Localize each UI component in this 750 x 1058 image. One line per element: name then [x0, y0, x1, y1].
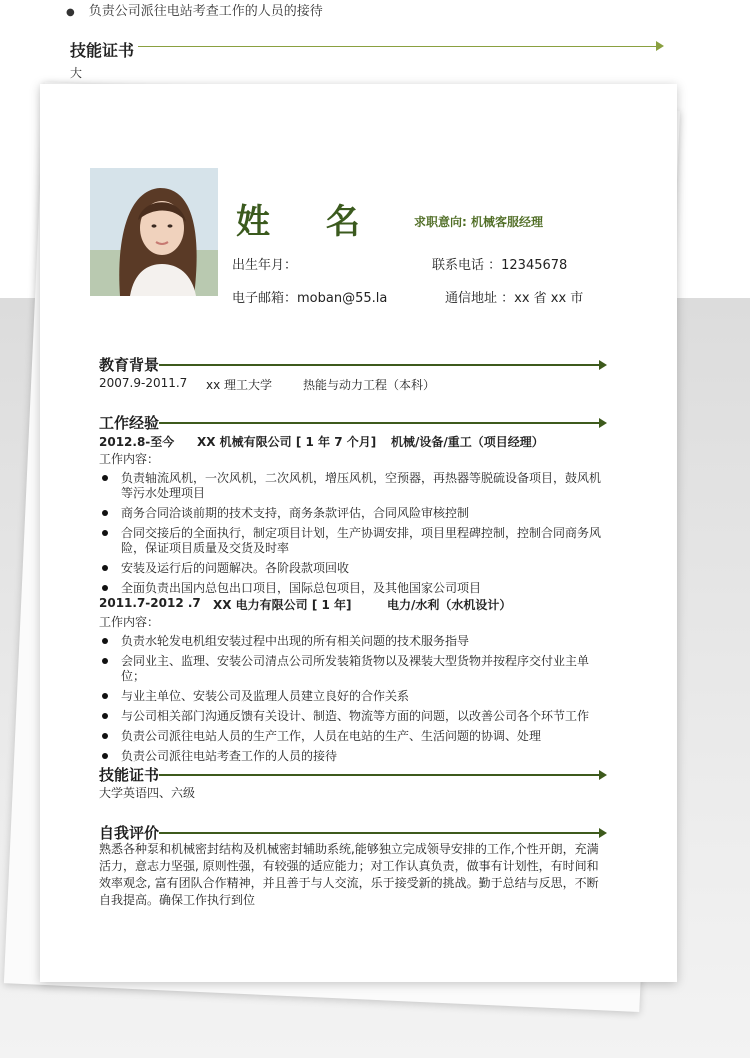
job-2-company: XX 电力有限公司 [ 1 年]	[213, 598, 352, 612]
mailing-address: 通信地址 ：xx 省 xx 市	[445, 291, 584, 306]
list-item: 会同业主、监理、安装公司清点公司所发装箱货物以及裸装大型货物并按程序交付业主单位；	[99, 654, 609, 684]
phone-number: 联系电话 ：12345678	[432, 258, 568, 273]
section-rule	[159, 832, 601, 834]
job-1-content-label: 工作内容：	[99, 452, 160, 466]
skills-title: 技能证书	[99, 766, 160, 784]
previous-page-fragment	[0, 0, 750, 90]
birth-date: 出生年月：	[232, 258, 298, 273]
candidate-name: 姓 名	[236, 202, 382, 242]
education-major: 热能与动力工程（本科）	[303, 378, 436, 392]
previous-page-section-title: 技能证书	[70, 41, 135, 60]
list-item: 负责公司派往电站考查工作的人员的接待	[99, 749, 609, 764]
education-school: xx 理工大学	[206, 378, 273, 392]
education-period: 2007.9-2011.7	[99, 376, 188, 390]
arrow-icon	[599, 360, 607, 370]
list-item: 全面负责出国内总包出口项目，国际总包项目，及其他国家公司项目	[99, 581, 609, 596]
section-skills	[99, 764, 611, 785]
job-1-company: XX 机械有限公司 [ 1 年 7 个月]	[197, 435, 377, 449]
list-item: 合同交接后的全面执行，制定项目计划，生产协调安排，项目里程碑控制，控制合同商务风险，保证项目质量及交货及时率	[99, 526, 609, 556]
email-address: 电子邮箱：moban@55.la	[232, 291, 388, 306]
work-title: 工作经验	[99, 414, 160, 432]
education-title: 教育背景	[99, 356, 160, 374]
job-2-position: 电力/水利（水机设计）	[387, 598, 512, 612]
section-rule	[159, 364, 601, 366]
self-eval-title: 自我评价	[99, 824, 160, 842]
arrow-icon	[599, 418, 607, 428]
resume-sheet	[40, 84, 677, 982]
list-item: 安装及运行后的问题解决。各阶段款项回收	[99, 561, 609, 576]
job-1-period: 2012.8-至今	[99, 435, 175, 449]
job-1-position: 机械/设备/重工（项目经理）	[391, 435, 544, 449]
section-education	[99, 354, 611, 375]
job-2-duties	[99, 634, 609, 769]
list-item: 负责水轮发电机组安装过程中出现的所有相关问题的技术服务指导	[99, 634, 609, 649]
section-work	[99, 412, 611, 433]
job-intent-label: 求职意向:	[414, 215, 467, 229]
previous-page-section-rule	[138, 46, 660, 47]
job-intent	[414, 213, 543, 230]
section-rule	[159, 422, 601, 424]
previous-page-arrow-icon	[656, 41, 664, 51]
self-eval-text: 熟悉各种泵和机械密封结构及机械密封辅助系统,能够独立完成领导安排的工作,个性开朗，充满活力，意志力坚强, 原则性强，有较强的适应能力；对工作认真负责，做事有计划性，有时间和效率观念, 富有团队合作精神，并且善于与人交流，乐于接受新的挑战。勤于总结与反思，不断自我提高。确保工作执行到位	[99, 842, 599, 907]
list-item: 与业主单位、安装公司及监理人员建立良好的合作关系	[99, 689, 609, 704]
previous-page-bullet: ● 负责公司派往电站考查工作的人员的接待	[66, 0, 323, 19]
list-item: 商务合同洽谈前期的技术支持，商务条款评估，合同风险审核控制	[99, 506, 609, 521]
portrait-image	[90, 168, 218, 296]
profile-photo	[90, 168, 218, 296]
list-item: 负责公司派往电站人员的生产工作，人员在电站的生产、生活问题的协调、处理	[99, 729, 609, 744]
list-item: 负责轴流风机，一次风机，二次风机，增压风机，空预器，再热器等脱硫设备项目，鼓风机等污水处理项目	[99, 471, 609, 501]
skills-text: 大学英语四、六级	[99, 786, 196, 800]
job-2-content-label: 工作内容：	[99, 615, 160, 629]
job-intent-value: 机械客服经理	[471, 215, 544, 229]
arrow-icon	[599, 770, 607, 780]
arrow-icon	[599, 828, 607, 838]
job-2-period: 2011.7-2012 .7	[99, 596, 201, 610]
previous-page-cut-text: 大	[70, 66, 83, 80]
section-self-evaluation	[99, 822, 611, 843]
section-rule	[159, 774, 601, 776]
list-item: 与公司相关部门沟通反馈有关设计、制造、物流等方面的问题，以改善公司各个环节工作	[99, 709, 609, 724]
job-1-duties	[99, 471, 609, 601]
